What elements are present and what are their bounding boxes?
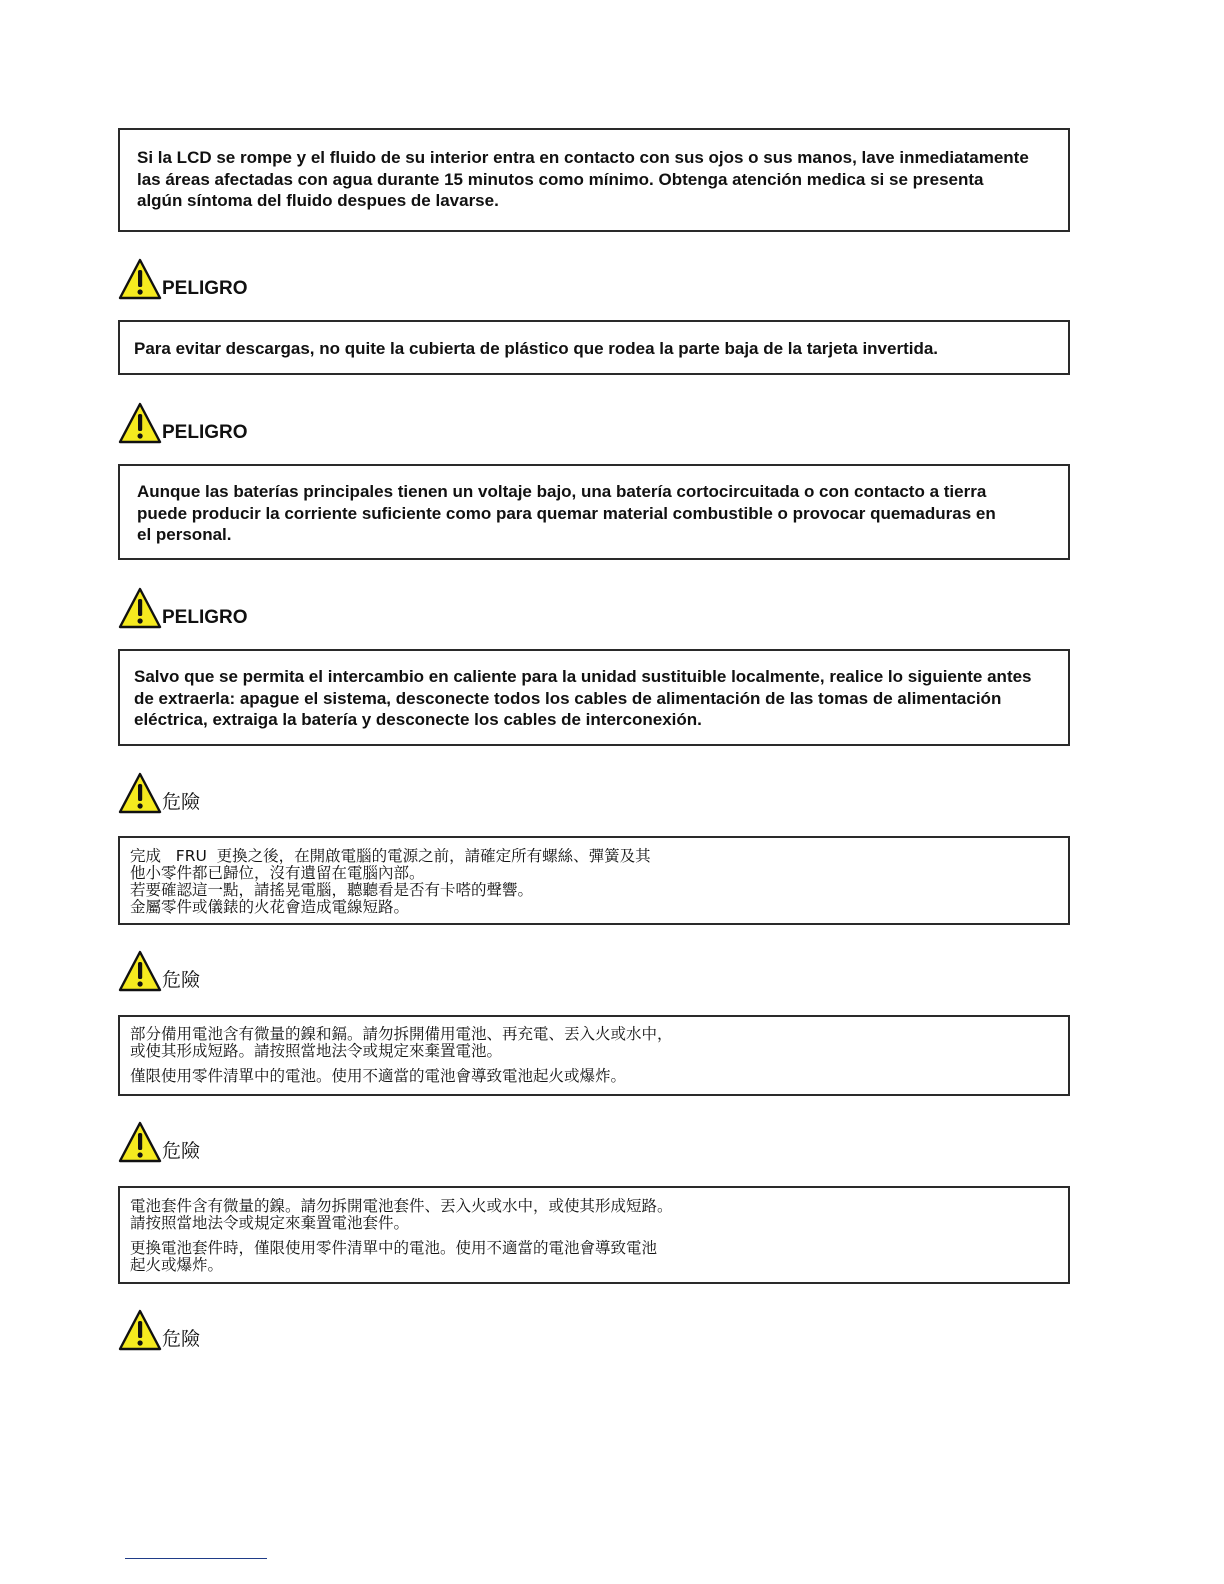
notice-text-line: 起火或爆炸。 [130,1256,224,1274]
notice-battery-short [118,464,1070,560]
danger-heading [118,946,200,992]
danger-heading-label: 危險 [162,970,201,991]
danger-heading [118,1117,200,1163]
notice-text-line: 更換電池套件時，僅限使用零件清單中的電池。使用不適當的電池會導致電池 [130,1239,658,1257]
notice-lcd-fluid [118,128,1070,232]
notice-text-line: 部分備用電池含有微量的鎳和鎘。請勿拆開備用電池、再充電、丟入火或水中， [130,1025,673,1043]
notice-text-line: Para evitar descargas, no quite la cubierta de plástico que rodea la parte baja de la tarjeta invertida. [134,339,939,358]
warning-triangle-icon [118,402,162,444]
notice-fru-parts [118,836,1070,925]
warning-triangle-icon [118,772,162,814]
notice-text-line: puede producir la corriente suficiente como para quemar material combustible o provocar quemaduras en [137,503,996,523]
danger-heading-label: PELIGRO [162,607,248,628]
danger-heading-label: 危險 [162,792,201,813]
danger-heading [118,583,248,629]
danger-heading [118,1305,200,1351]
danger-heading-label: 危險 [162,1329,201,1350]
warning-triangle-icon [118,1309,162,1351]
notice-text-line: Aunque las baterías principales tienen un voltaje bajo, una batería cortocircuitada o con contacto a tierra [137,482,987,501]
danger-heading-label: 危險 [162,1141,201,1162]
notice-text-line: eléctrica, extraiga la batería y desconecte los cables de interconexión. [134,710,702,729]
notice-text-line: 僅限使用零件清單中的電池。使用不適當的電池會導致電池起火或爆炸。 [130,1067,627,1085]
danger-heading [118,768,200,814]
notice-text-line: las áreas afectadas con agua durante 15 minutos como mínimo. Obtenga atención medica si se presenta [137,169,984,189]
notice-text-line: 或使其形成短路。請按照當地法令或規定來棄置電池。 [130,1042,503,1060]
danger-heading-label: PELIGRO [162,278,248,299]
footer-rule [125,1558,267,1559]
notice-backup-battery [118,1015,1070,1096]
danger-heading [118,398,248,444]
warning-triangle-icon [118,587,162,629]
notice-text-line: 若要確認這一點，請搖晃電腦，聽聽看是否有卡嗒的聲響。 [130,881,534,899]
notice-text-line: algún síntoma del fluido despues de lavarse. [137,191,499,210]
notice-text-line: 電池套件含有微量的鎳。請勿拆開電池套件、丟入火或水中，或使其形成短路。 [130,1197,673,1215]
notice-text-line: el personal. [137,525,232,544]
warning-triangle-icon [118,258,162,300]
notice-plastic-cover [118,320,1070,375]
danger-heading [118,254,248,300]
notice-text-line: de extraerla: apague el sistema, desconecte todos los cables de alimentación de las tomas de alimentación [134,688,1002,708]
notice-battery-pack [118,1186,1070,1284]
danger-heading-label: PELIGRO [162,422,248,443]
notice-text-line: Salvo que se permita el intercambio en caliente para la unidad sustituible localmente, realice lo siguiente antes [134,667,1032,686]
warning-triangle-icon [118,950,162,992]
notice-text-line: 完成 FRU 更換之後，在開啟電腦的電源之前，請確定所有螺絲、彈簧及其 [130,847,651,865]
notice-hot-swap [118,649,1070,746]
notice-text-line: 他小零件都已歸位，沒有遺留在電腦內部。 [130,864,425,882]
notice-text-line: 請按照當地法令或規定來棄置電池套件。 [130,1214,410,1232]
notice-text-line: Si la LCD se rompe y el fluido de su interior entra en contacto con sus ojos o sus manos, lave inmediatamente [137,148,1029,167]
notice-text-line: 金屬零件或儀錶的火花會造成電線短路。 [130,898,410,916]
warning-triangle-icon [118,1121,162,1163]
